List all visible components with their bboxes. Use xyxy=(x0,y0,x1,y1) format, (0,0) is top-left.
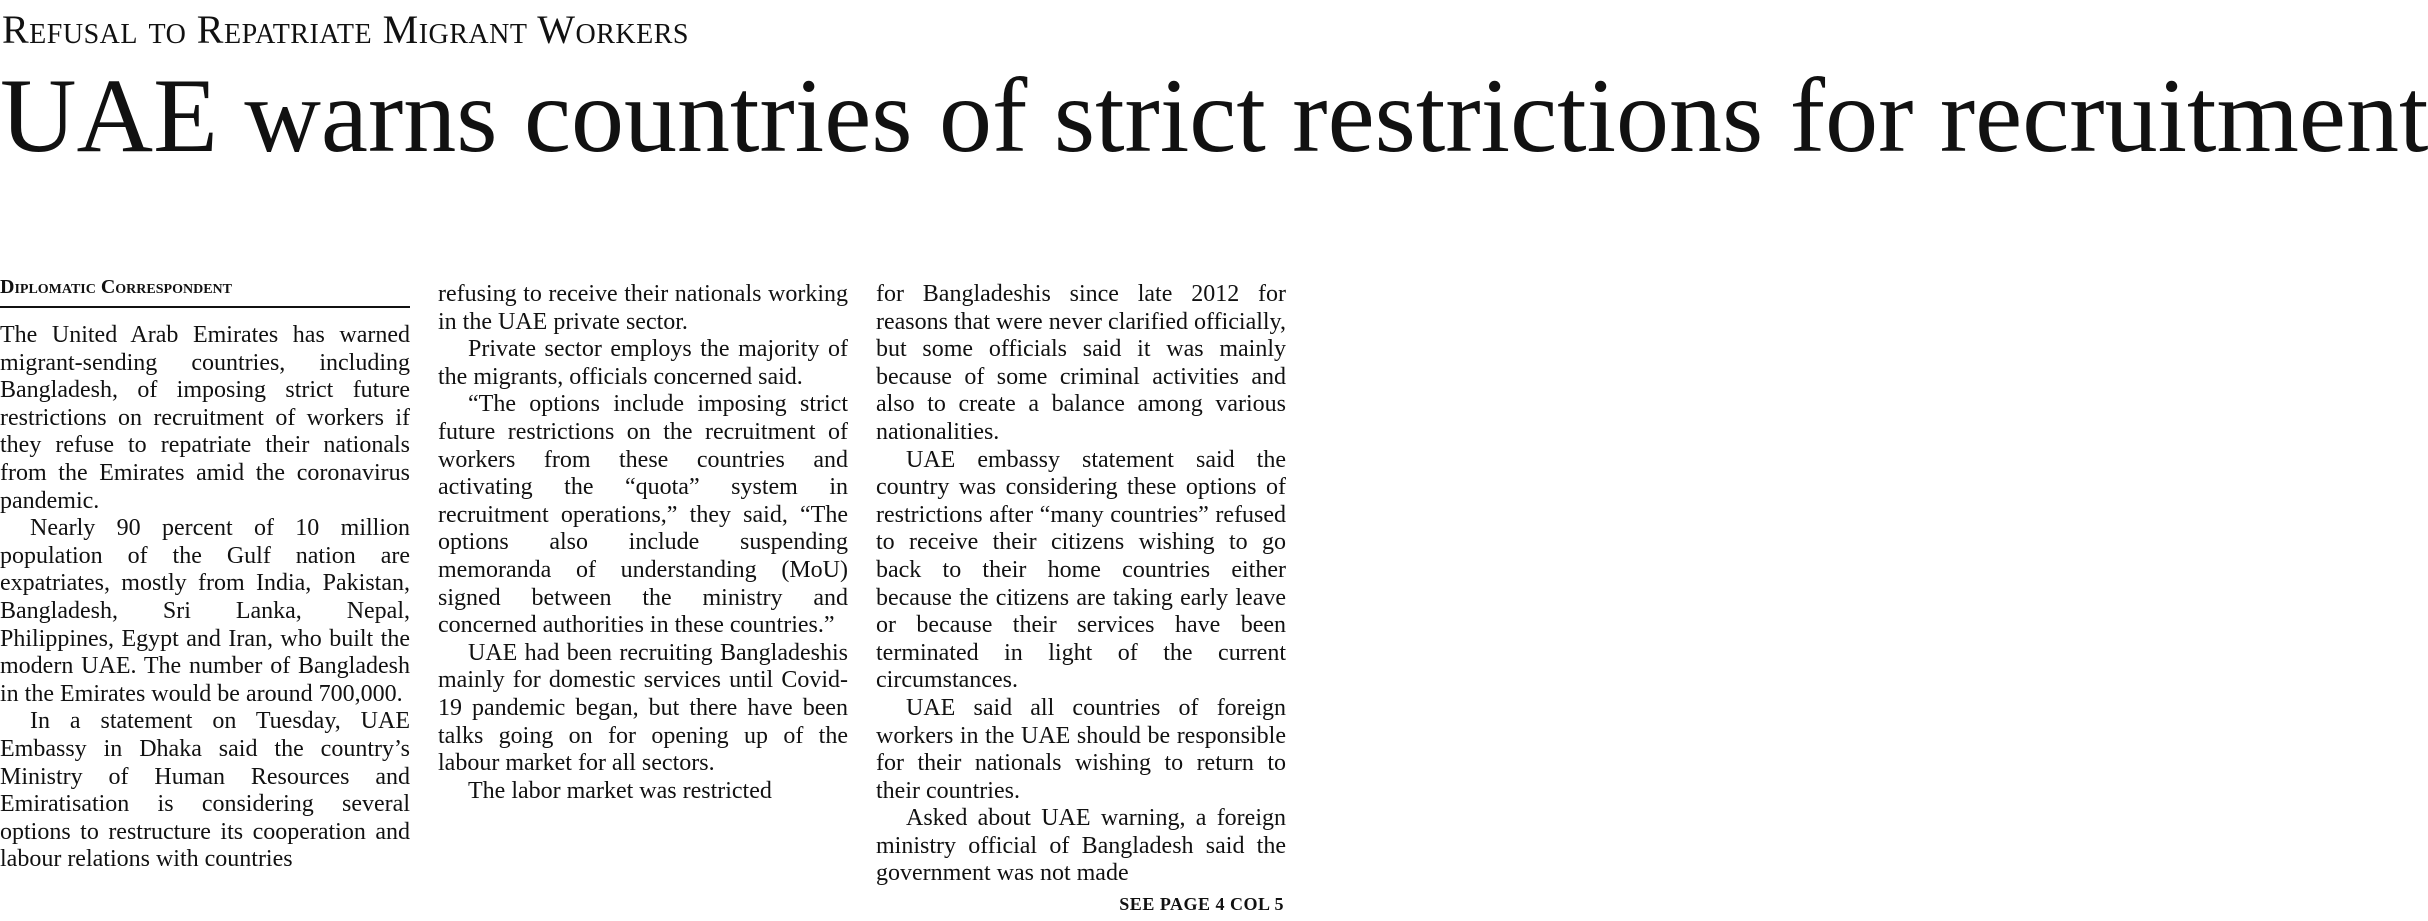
paragraph: The United Arab Emirates has warned migrant-sending countries, including Bangladesh, of imposing strict future restrictions on recruitment of workers if they refuse to repatriate their nationals from the Emirates amid the coronavirus pandemic. xyxy=(0,322,410,514)
continuation-note: SEE PAGE 4 COL 5 xyxy=(1119,894,1284,914)
paragraph: In a statement on Tuesday, UAE Embassy in Dhaka said the country’s Ministry of Human Resources and Emiratisation is considering several options to restructure its cooperation and labour relations with countries xyxy=(0,708,410,873)
paragraph: refusing to receive their nationals working in the UAE private sector. xyxy=(438,281,848,335)
paragraph: UAE had been recruiting Bangladeshis mainly for domestic services until Covid-19 pandemic began, but there have been talks going on for opening up of the labour market for all sectors. xyxy=(438,639,848,777)
kicker: Refusal to Repatriate Migrant Workers xyxy=(2,7,689,52)
column-2 xyxy=(438,281,848,921)
paragraph: Nearly 90 percent of 10 million population of the Gulf nation are expatriates, mostly from India, Pakistan, Bangladesh, Sri Lanka, Nepal, Philippines, Egypt and Iran, who built the modern UAE. The number of Bangladesh in the Emirates would be around 700,000. xyxy=(0,515,410,707)
paragraph: UAE said all countries of foreign workers in the UAE should be responsible for their nationals wishing to return to their countries. xyxy=(876,694,1286,804)
paragraph: UAE embassy statement said the country was considering these options of restrictions after “many countries” refused to receive their citizens wishing to go back to their home countries either because the citizens are taking early leave or because their services have been terminated in light of the current circumstances. xyxy=(876,446,1286,694)
paragraph: for Bangladeshis since late 2012 for reasons that were never clarified officially, but some officials said it was mainly because of some criminal activities and also to create a balance among various nationalities. xyxy=(876,281,1286,445)
paragraph: Private sector employs the majority of the migrants, officials concerned said. xyxy=(438,336,848,390)
column-3 xyxy=(876,281,1286,921)
paragraph: The labor market was restricted xyxy=(468,777,772,804)
headline: UAE warns countries of strict restrictions for recruitment xyxy=(0,57,2428,174)
paragraph: “The options include imposing strict future restrictions on the recruitment of workers from these countries and activating the “quota” system in recruitment operations,” they said, “The options also include suspending memoranda of understanding (MoU) signed between the ministry and concerned authorities in these countries.” xyxy=(438,391,848,639)
article-body xyxy=(0,270,1286,910)
byline: Diplomatic Correspondent xyxy=(0,270,410,308)
column-1 xyxy=(0,270,410,910)
paragraph: Asked about UAE warning, a foreign ministry official of Bangladesh said the government was not made xyxy=(876,805,1286,887)
